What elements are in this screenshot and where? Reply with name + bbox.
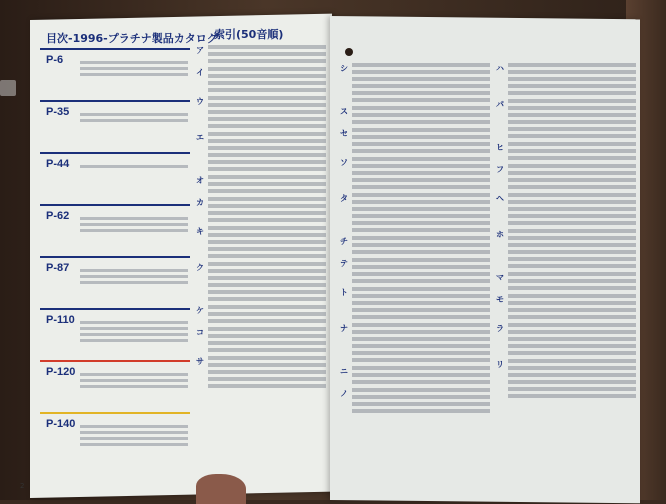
index-kana-heading: シ xyxy=(340,64,348,73)
index-entry-line xyxy=(508,394,636,398)
index-entry-line xyxy=(352,185,490,189)
index-group xyxy=(340,287,490,319)
index-kana-heading: ホ xyxy=(496,230,504,239)
index-group xyxy=(340,128,490,153)
chapter-p110 xyxy=(40,308,190,354)
index-kana-heading: ト xyxy=(340,288,348,297)
index-group xyxy=(340,258,490,283)
index-entry-line xyxy=(352,84,490,88)
index-entry-line xyxy=(352,164,490,168)
index-kana-heading: ヒ xyxy=(496,143,504,152)
index-entry-line xyxy=(208,88,326,92)
index-entry-line xyxy=(208,348,326,352)
index-entry-line xyxy=(508,286,636,290)
index-entry-line xyxy=(508,337,636,341)
index-kana-heading: コ xyxy=(196,328,204,337)
index-entry-line xyxy=(208,356,326,360)
index-group xyxy=(196,356,326,388)
index-group xyxy=(496,164,636,189)
index-entry-line xyxy=(508,315,636,319)
index-group xyxy=(496,294,636,319)
index-entry-line xyxy=(508,264,636,268)
index-entry-line xyxy=(508,207,636,211)
chapter-page-label: P-62 xyxy=(46,210,70,222)
index-entry-line xyxy=(352,98,490,102)
index-entry-line xyxy=(208,67,326,71)
index-group xyxy=(196,327,326,352)
index-entry-line xyxy=(208,96,326,100)
index-group xyxy=(496,359,636,398)
index-entry-line xyxy=(352,157,490,161)
index-kana-heading: タ xyxy=(340,194,348,203)
index-entry-line xyxy=(352,135,490,139)
index-entry-line xyxy=(208,327,326,331)
index-kana-heading: ウ xyxy=(196,97,204,106)
index-group xyxy=(340,366,490,384)
index-entry-line xyxy=(208,160,326,164)
index-entry-line xyxy=(208,377,326,381)
chapter-p35 xyxy=(40,100,190,146)
index-group xyxy=(340,157,490,189)
index-entry-line xyxy=(352,272,490,276)
index-entry-line xyxy=(508,193,636,197)
index-kana-heading: ラ xyxy=(496,324,504,333)
index-group xyxy=(196,262,326,301)
index-kana-heading: パ xyxy=(496,100,504,109)
index-entry-line xyxy=(508,359,636,363)
index-entry-line xyxy=(208,218,326,222)
index-entry-line xyxy=(208,262,326,266)
index-entry-line xyxy=(352,120,490,124)
index-entry-line xyxy=(508,70,636,74)
page-number: 2 xyxy=(20,482,25,490)
index-entry-line xyxy=(208,52,326,56)
index-kana-heading: セ xyxy=(340,129,348,138)
index-entry-line xyxy=(208,276,326,280)
index-entry-line xyxy=(208,197,326,201)
index-entry-line xyxy=(508,294,636,298)
index-entry-line xyxy=(508,221,636,225)
index-entry-line xyxy=(508,387,636,391)
index-group xyxy=(196,226,326,258)
index-entry-line xyxy=(508,200,636,204)
index-group xyxy=(496,99,636,138)
index-entry-line xyxy=(208,341,326,345)
index-entry-line xyxy=(352,388,490,392)
index-group xyxy=(196,197,326,222)
index-title: 索引(50音順) xyxy=(214,28,284,41)
index-entry-line xyxy=(208,175,326,179)
index-entry-line xyxy=(208,182,326,186)
index-entry-line xyxy=(352,236,490,240)
index-entry-line xyxy=(352,380,490,384)
chapter-lines xyxy=(80,214,188,235)
index-entry-line xyxy=(208,226,326,230)
index-entry-line xyxy=(208,189,326,193)
index-kana-heading: モ xyxy=(496,295,504,304)
index-entry-line xyxy=(352,149,490,153)
index-kana-heading: ニ xyxy=(340,367,348,376)
index-entry-line xyxy=(352,250,490,254)
index-entry-line xyxy=(508,308,636,312)
index-entry-line xyxy=(352,308,490,312)
index-group xyxy=(196,45,326,63)
index-kana-heading: ナ xyxy=(340,324,348,333)
index-group xyxy=(340,106,490,124)
index-entry-line xyxy=(208,45,326,49)
index-entry-line xyxy=(352,178,490,182)
index-kana-heading: ケ xyxy=(196,306,204,315)
chapter-lines xyxy=(80,110,188,125)
index-group xyxy=(340,388,490,413)
chapter-lines xyxy=(80,370,188,391)
index-group xyxy=(196,96,326,128)
chapter-page-label: P-110 xyxy=(46,314,75,326)
index-kana-heading: エ xyxy=(196,133,204,142)
index-entry-line xyxy=(208,297,326,301)
index-kana-heading: マ xyxy=(496,273,504,282)
index-entry-line xyxy=(352,91,490,95)
index-entry-line xyxy=(508,164,636,168)
pen-object xyxy=(0,80,16,96)
chapter-lines xyxy=(80,266,188,287)
index-entry-line xyxy=(208,334,326,338)
index-entry-line xyxy=(508,77,636,81)
index-entry-line xyxy=(208,363,326,367)
chapter-p44 xyxy=(40,152,190,198)
contents-title: 目次-1996-プラチナ製品カタログ xyxy=(46,32,218,45)
index-kana-heading: サ xyxy=(196,357,204,366)
index-kana-heading: チ xyxy=(340,237,348,246)
index-entry-line xyxy=(352,128,490,132)
index-group xyxy=(496,323,636,355)
index-entry-line xyxy=(208,233,326,237)
index-entry-line xyxy=(508,142,636,146)
binder-hole xyxy=(345,48,353,56)
index-entry-line xyxy=(352,171,490,175)
index-entry-line xyxy=(508,149,636,153)
index-entry-line xyxy=(508,257,636,261)
chapter-lines xyxy=(80,162,188,171)
index-entry-line xyxy=(352,200,490,204)
index-entry-line xyxy=(208,167,326,171)
index-entry-line xyxy=(208,81,326,85)
index-entry-line xyxy=(352,358,490,362)
index-entry-line xyxy=(508,185,636,189)
index-kana-heading: テ xyxy=(340,259,348,268)
index-kana-heading: ク xyxy=(196,263,204,272)
chapter-page-label: P-35 xyxy=(46,106,70,118)
index-group xyxy=(196,175,326,193)
index-entry-line xyxy=(208,74,326,78)
chapter-p62 xyxy=(40,204,190,250)
index-group xyxy=(496,63,636,95)
index-entry-line xyxy=(208,146,326,150)
chapter-list xyxy=(40,48,190,464)
index-column-1 xyxy=(196,42,326,392)
index-entry-line xyxy=(508,106,636,110)
index-kana-heading: ノ xyxy=(340,389,348,398)
index-entry-line xyxy=(352,315,490,319)
index-entry-line xyxy=(352,279,490,283)
index-entry-line xyxy=(208,117,326,121)
index-entry-line xyxy=(508,91,636,95)
index-group xyxy=(340,193,490,232)
chapter-page-label: P-140 xyxy=(46,418,76,430)
index-entry-line xyxy=(352,395,490,399)
chapter-lines xyxy=(80,422,188,449)
index-kana-heading: カ xyxy=(196,198,204,207)
index-entry-line xyxy=(352,409,490,413)
index-entry-line xyxy=(508,156,636,160)
index-entry-line xyxy=(508,330,636,334)
index-entry-line xyxy=(208,240,326,244)
index-entry-line xyxy=(352,373,490,377)
index-entry-line xyxy=(508,351,636,355)
index-entry-line xyxy=(508,380,636,384)
index-entry-line xyxy=(508,171,636,175)
index-entry-line xyxy=(352,142,490,146)
index-entry-line xyxy=(208,247,326,251)
index-group xyxy=(496,193,636,225)
index-column-2 xyxy=(340,60,490,417)
chapter-p120 xyxy=(40,360,190,406)
index-kana-heading: フ xyxy=(496,165,504,174)
index-entry-line xyxy=(352,70,490,74)
index-kana-heading: ヘ xyxy=(496,194,504,203)
index-entry-line xyxy=(352,330,490,334)
chapter-page-label: P-6 xyxy=(46,54,64,66)
index-group xyxy=(496,229,636,268)
index-entry-line xyxy=(352,351,490,355)
index-entry-line xyxy=(352,207,490,211)
chapter-p140 xyxy=(40,412,190,458)
index-entry-line xyxy=(508,84,636,88)
index-entry-line xyxy=(352,243,490,247)
chapter-page-label: P-44 xyxy=(46,158,70,170)
index-group xyxy=(196,305,326,323)
index-entry-line xyxy=(208,269,326,273)
index-entry-line xyxy=(508,250,636,254)
index-entry-line xyxy=(208,370,326,374)
index-entry-line xyxy=(208,59,326,63)
index-group xyxy=(340,236,490,254)
index-entry-line xyxy=(508,134,636,138)
index-entry-line xyxy=(508,243,636,247)
index-group xyxy=(196,67,326,92)
index-entry-line xyxy=(508,323,636,327)
index-entry-line xyxy=(208,139,326,143)
index-entry-line xyxy=(352,113,490,117)
index-entry-line xyxy=(352,63,490,67)
index-group xyxy=(496,142,636,160)
chapter-page-label: P-87 xyxy=(46,262,70,274)
index-entry-line xyxy=(352,77,490,81)
index-entry-line xyxy=(508,113,636,117)
index-column-3 xyxy=(496,60,636,402)
index-entry-line xyxy=(508,272,636,276)
index-entry-line xyxy=(208,283,326,287)
index-entry-line xyxy=(508,178,636,182)
index-group xyxy=(340,323,490,362)
index-entry-line xyxy=(508,63,636,67)
index-entry-line xyxy=(352,323,490,327)
index-group xyxy=(496,272,636,290)
index-entry-line xyxy=(208,103,326,107)
index-entry-line xyxy=(508,366,636,370)
index-group xyxy=(340,63,490,102)
index-entry-line xyxy=(508,373,636,377)
index-entry-line xyxy=(208,211,326,215)
chapter-p6 xyxy=(40,48,190,94)
index-kana-heading: リ xyxy=(496,360,504,369)
index-kana-heading: イ xyxy=(196,68,204,77)
index-entry-line xyxy=(352,193,490,197)
index-entry-line xyxy=(208,384,326,388)
index-group xyxy=(196,132,326,171)
index-entry-line xyxy=(508,229,636,233)
index-entry-line xyxy=(352,287,490,291)
index-entry-line xyxy=(352,294,490,298)
index-entry-line xyxy=(208,312,326,316)
index-kana-heading: ア xyxy=(196,46,204,55)
index-entry-line xyxy=(352,221,490,225)
chapter-lines xyxy=(80,318,188,345)
index-entry-line xyxy=(208,153,326,157)
index-entry-line xyxy=(208,254,326,258)
index-entry-line xyxy=(352,214,490,218)
index-entry-line xyxy=(208,290,326,294)
index-kana-heading: オ xyxy=(196,176,204,185)
index-entry-line xyxy=(508,344,636,348)
index-entry-line xyxy=(352,301,490,305)
index-entry-line xyxy=(508,127,636,131)
index-kana-heading: ス xyxy=(340,107,348,116)
index-entry-line xyxy=(508,279,636,283)
index-entry-line xyxy=(208,132,326,136)
index-entry-line xyxy=(352,402,490,406)
chapter-page-label: P-120 xyxy=(46,366,76,378)
index-entry-line xyxy=(352,228,490,232)
index-entry-line xyxy=(508,214,636,218)
index-entry-line xyxy=(208,124,326,128)
chapter-p87 xyxy=(40,256,190,302)
index-entry-line xyxy=(352,106,490,110)
index-kana-heading: ハ xyxy=(496,64,504,73)
index-entry-line xyxy=(208,204,326,208)
index-entry-line xyxy=(508,301,636,305)
index-entry-line xyxy=(352,344,490,348)
index-entry-line xyxy=(352,265,490,269)
index-entry-line xyxy=(352,258,490,262)
chapter-lines xyxy=(80,58,188,79)
index-kana-heading: キ xyxy=(196,227,204,236)
index-entry-line xyxy=(352,337,490,341)
index-entry-line xyxy=(208,305,326,309)
index-kana-heading: ソ xyxy=(340,158,348,167)
index-entry-line xyxy=(508,99,636,103)
index-entry-line xyxy=(352,366,490,370)
index-entry-line xyxy=(208,110,326,114)
index-entry-line xyxy=(508,120,636,124)
index-entry-line xyxy=(208,319,326,323)
index-entry-line xyxy=(508,236,636,240)
